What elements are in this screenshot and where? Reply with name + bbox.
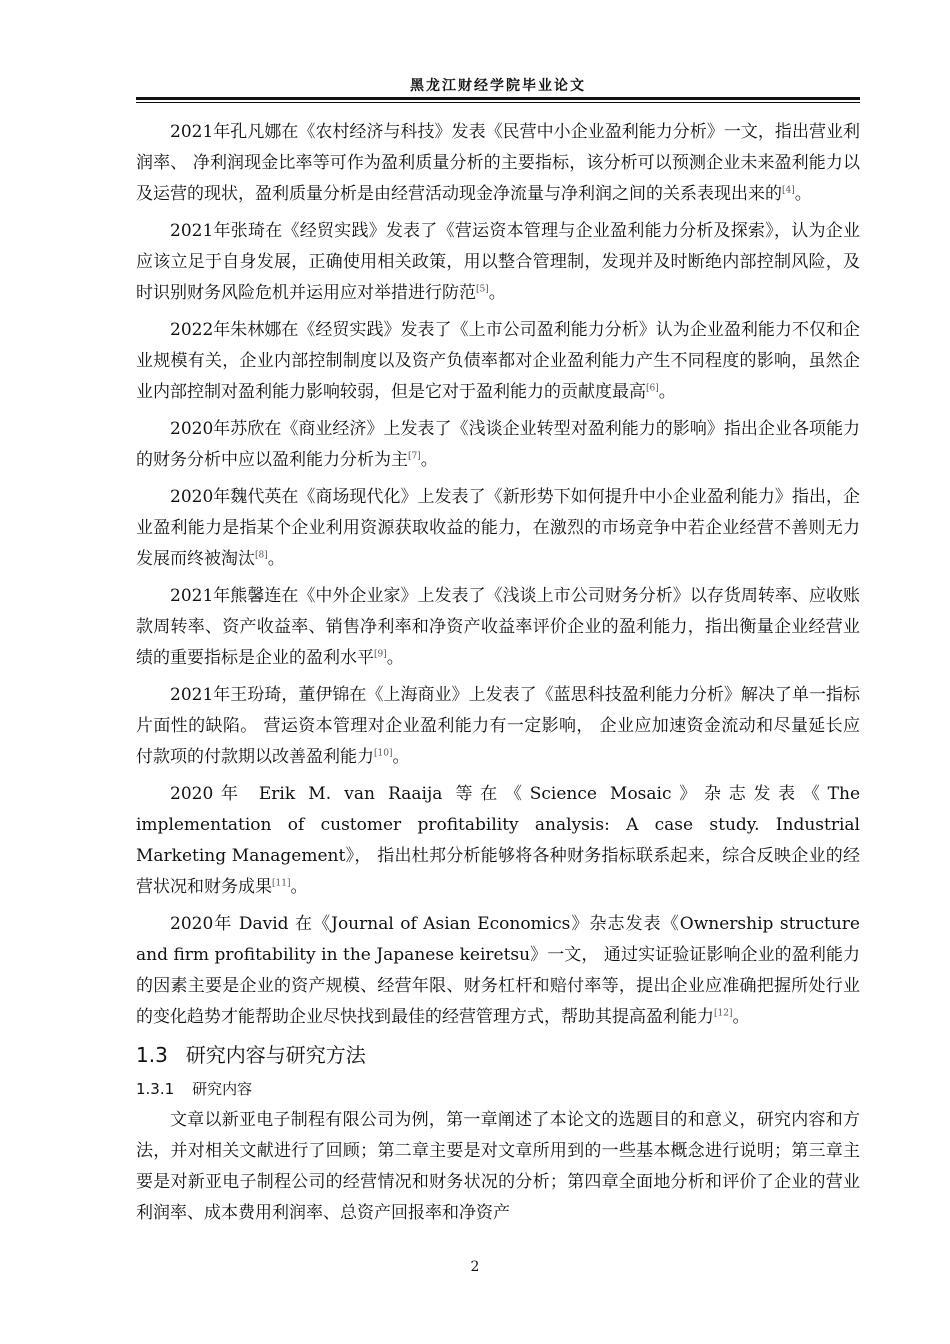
section-heading xyxy=(136,1039,860,1071)
subsection-heading xyxy=(136,1075,860,1103)
subsection-number: 1.3.1 xyxy=(136,1080,175,1098)
literature-paragraph-1: 2021年孔凡娜在《农村经济与科技》发表《民营中小企业盈利能力分析》一文，指出营业利润率、 净利润现金比率等可作为盈利质量分析的主要指标，该分析可以预测企业未来盈利能力以及运营的现状，盈利质量分析是由经营活动现金净流量与净利润之间的关系表现出来的[4]。 xyxy=(136,122,860,204)
running-header: 黑龙江财经学院毕业论文 xyxy=(410,78,586,94)
page-body xyxy=(136,117,860,1235)
literature-paragraph-8: 2020年 Erik M. van Raaija 等在《Science Mosaic》杂志发表《The implementation of customer profitability analysis: A case study. Industrial Marketing Management》， 指出杜邦分析能够将各种财务指标联系起来，综合反映企业的经营状况和财务成果[11]。 xyxy=(136,784,860,897)
header-rule-thick xyxy=(136,97,860,100)
citation-10: [10] xyxy=(374,748,393,759)
literature-paragraph-3: 2022年朱林娜在《经贸实践》发表了《上市公司盈利能力分析》认为企业盈利能力不仅和企业规模有关，企业内部控制制度以及资产负债率都对企业盈利能力产生不同程度的影响，虽然企业内部控制对盈利能力影响较弱，但是它对于盈利能力的贡献度最高[6]。 xyxy=(136,320,860,402)
citation-12: [12] xyxy=(714,1008,733,1019)
literature-paragraph-5: 2020年魏代英在《商场现代化》上发表了《新形势下如何提升中小企业盈利能力》指出，企业盈利能力是指某个企业利用资源获取收益的能力，在激烈的市场竞争中若企业经营不善则无力发展而终被淘汰[8]。 xyxy=(136,487,860,569)
header-rule-thin xyxy=(136,102,860,103)
literature-paragraph-7: 2021年王玢琦，董伊锦在《上海商业》上发表了《蓝思科技盈利能力分析》解决了单一指标片面性的缺陷。 营运资本管理对企业盈利能力有一定影响， 企业应加速资金流动和尽量延长应付款项的付款期以改善盈利能力[10]。 xyxy=(136,685,860,767)
citation-6: [6] xyxy=(646,383,659,394)
page-number: 2 xyxy=(470,1259,480,1275)
citation-9: [9] xyxy=(374,649,387,660)
citation-5: [5] xyxy=(476,284,489,295)
literature-paragraph-9: 2020年 David 在《Journal of Asian Economics》杂志发表《Ownership structure and firm profitability in the Japanese keiretsu》一文， 通过实证验证影响企业的盈利能力的因素主要是企业的资产规模、经营年限、财务杠杆和赔付率等，提出企业应准确把握所处行业的变化趋势才能帮助企业尽快找到最佳的经营管理方式，帮助其提高盈利能力[12]。 xyxy=(136,914,860,1027)
citation-11: [11] xyxy=(272,878,291,889)
literature-paragraph-6: 2021年熊馨连在《中外企业家》上发表了《浅谈上市公司财务分析》以存货周转率、应收账款周转率、资产收益率、销售净利率和净资产收益率评价企业的盈利能力，指出衡量企业经营业绩的重要指标是企业的盈利水平[9]。 xyxy=(136,586,860,668)
literature-paragraph-4: 2020年苏欣在《商业经济》上发表了《浅谈企业转型对盈利能力的影响》指出企业各项能力的财务分析中应以盈利能力分析为主[7]。 xyxy=(136,419,860,470)
citation-4: [4] xyxy=(782,185,795,196)
subsection-title: 研究内容 xyxy=(192,1080,253,1098)
content-paragraph: 文章以新亚电子制程有限公司为例，第一章阐述了本论文的选题目的和意义，研究内容和方法，并对相关文献进行了回顾；第二章主要是对文章所用到的一些基本概念进行说明；第三章主要是对新亚电子制程公司的经营情况和财务状况的分析；第四章全面地分析和评价了企业的营业利润率、成本费用利润率、总资产回报率和净资产 xyxy=(136,1110,860,1223)
citation-7: [7] xyxy=(408,451,421,462)
literature-paragraph-2: 2021年张琦在《经贸实践》发表了《营运资本管理与企业盈利能力分析及探索》，认为企业应该立足于自身发展，正确使用相关政策，用以整合管理制，发现并及时断绝内部控制风险，及时识别财务风险危机并运用应对举措进行防范[5]。 xyxy=(136,221,860,303)
section-title: 研究内容与研究方法 xyxy=(185,1043,366,1067)
section-number: 1.3 xyxy=(136,1043,168,1067)
citation-8: [8] xyxy=(255,550,268,561)
